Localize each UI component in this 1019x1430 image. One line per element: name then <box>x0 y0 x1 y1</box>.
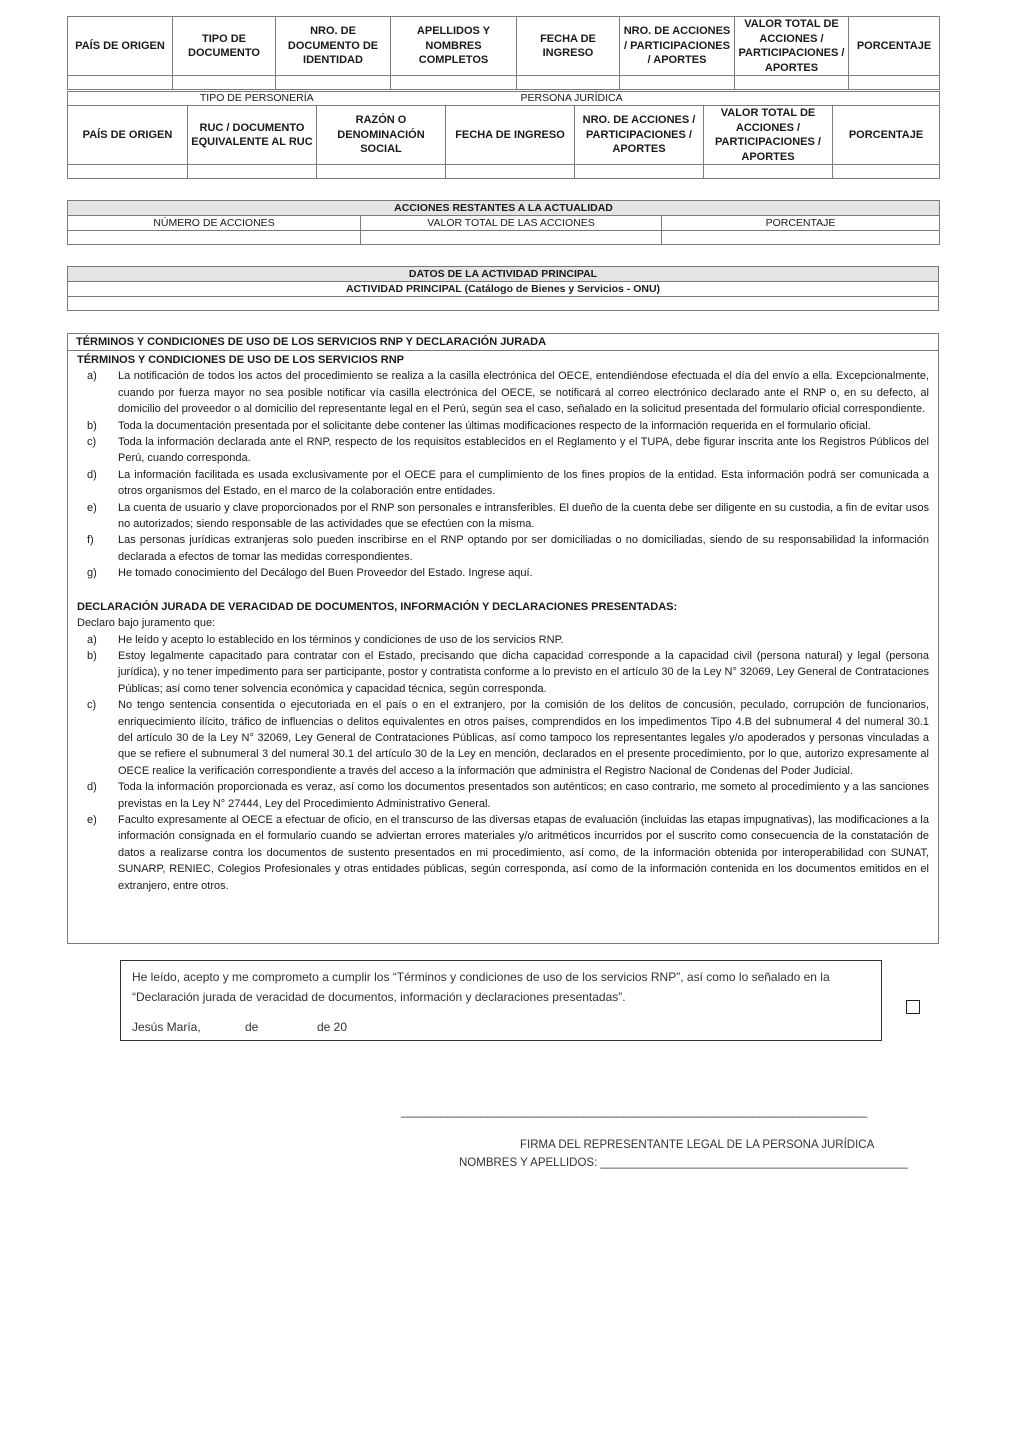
header-cell: TIPO DE DOCUMENTO <box>173 17 276 76</box>
list-item <box>77 779 929 812</box>
input-cell[interactable] <box>68 76 173 90</box>
actividad-principal-table <box>67 266 939 311</box>
input-cell[interactable] <box>704 165 833 179</box>
acknowledgement-text: He leído, acepto y me comprometo a cumplir los “Términos y condiciones de uso de los servicios RNP”, así como lo señalado en la “Declaración jurada de veracidad de documentos, información y declaraciones presentadas”. <box>132 970 830 1004</box>
header-cell: PORCENTAJE <box>849 17 940 76</box>
tipo-personeria-label: TIPO DE PERSONERÍA <box>68 92 446 106</box>
item-text: Estoy legalmente capacitado para contratar con el Estado, precisando que dicha capacidad corresponde a la capacidad civil (persona natural) y legal (persona jurídica), y no tener impedimento para ser participante, postor y contratista conforme a lo previsto en el artículo 30 de la Ley N° 32069, Ley General de Contrataciones Públicas; así como tener solvencia económica y capacidad técnica, según corresponda. <box>118 649 929 695</box>
actividad-title: DATOS DE LA ACTIVIDAD PRINCIPAL <box>68 267 939 282</box>
list-item <box>77 632 929 648</box>
declaracion-list <box>77 632 929 895</box>
input-cell[interactable] <box>662 231 940 245</box>
table-header-row <box>68 17 940 76</box>
header-cell: VALOR TOTAL DE ACCIONES / PARTICIPACIONES / APORTES <box>704 106 833 165</box>
list-item <box>77 467 929 500</box>
input-cell[interactable] <box>68 165 188 179</box>
item-label: g) <box>87 567 97 580</box>
item-text: La notificación de todos los actos del procedimiento se realiza a la casilla electrónica del OECE, entendiéndose efectuada el día del envío a ella. Excepcionalmente, cuando por fuerza mayor no sea posible notificar vía casilla electrónica del OECE, se notificará al correo electrónico declarado ante el RNP o, en su defecto, al domicilio del proveedor o al domicilio del representante legal en el Perú, según sea el caso, señalado en la solicitud presentada del formulario oficial correspondiente. <box>118 370 929 416</box>
input-cell[interactable] <box>735 76 849 90</box>
date-place: Jesús María, <box>132 1020 201 1034</box>
input-cell[interactable] <box>833 165 940 179</box>
item-label: c) <box>87 699 97 712</box>
input-cell[interactable] <box>575 165 704 179</box>
input-cell[interactable] <box>446 165 575 179</box>
table-header-row <box>68 106 940 165</box>
section-subtitle-row <box>68 282 939 297</box>
signature-line[interactable]: __________________________________________________________________________________ <box>401 1104 867 1118</box>
list-item <box>77 565 929 581</box>
actividad-subtitle: ACTIVIDAD PRINCIPAL (Catálogo de Bienes y Servicios - ONU) <box>68 282 939 297</box>
list-item <box>77 648 929 697</box>
list-item <box>77 368 929 417</box>
acciones-restantes-table <box>67 200 940 245</box>
input-cell[interactable] <box>317 165 446 179</box>
header-cell: VALOR TOTAL DE LAS ACCIONES <box>361 216 662 231</box>
terms-subheading: TÉRMINOS Y CONDICIONES DE USO DE LOS SERVICIOS RNP <box>77 354 405 366</box>
declaracion-intro: Declaro bajo juramento que: <box>77 617 216 630</box>
item-text: He leído y acepto lo establecido en los términos y condiciones de uso de los servicios RNP. <box>118 633 564 646</box>
table-row <box>68 297 939 311</box>
item-label: a) <box>87 370 97 383</box>
tipo-personeria-value: PERSONA JURÍDICA <box>446 92 940 106</box>
terms-section <box>67 333 939 944</box>
list-item <box>77 418 929 434</box>
input-cell[interactable] <box>276 76 391 90</box>
item-label: e) <box>87 813 97 826</box>
list-item <box>77 697 929 779</box>
date-line <box>132 1017 870 1037</box>
item-label: b) <box>87 649 97 662</box>
tipo-personeria-row <box>68 92 940 106</box>
list-item <box>77 434 929 467</box>
list-item <box>77 532 929 565</box>
list-item <box>77 812 929 894</box>
input-cell[interactable] <box>517 76 620 90</box>
item-text: Toda la información proporcionada es veraz, así como los documentos presentados son auténticos; en caso contrario, me someto al procedimiento y a las sanciones previstas en la Ley N° 27444, Ley del Procedimiento Administrativo General. <box>118 781 929 810</box>
table-row <box>68 76 940 90</box>
terms-title: TÉRMINOS Y CONDICIONES DE USO DE LOS SERVICIOS RNP Y DECLARACIÓN JURADA <box>68 334 938 351</box>
signature-title: FIRMA DEL REPRESENTANTE LEGAL DE LA PERSONA JURÍDICA <box>520 1139 875 1151</box>
header-cell: NÚMERO DE ACCIONES <box>68 216 361 231</box>
item-label: f) <box>87 534 94 547</box>
item-text: Toda la documentación presentada por el solicitante debe contener las últimas modificaciones respecto de la información requerida en el formulario oficial. <box>118 419 871 432</box>
table-header-row <box>68 216 940 231</box>
accept-checkbox[interactable] <box>906 1000 920 1014</box>
date-de-1: de <box>245 1020 259 1034</box>
input-cell[interactable] <box>620 76 735 90</box>
persona-juridica-table <box>67 91 940 179</box>
header-cell: PORCENTAJE <box>662 216 940 231</box>
input-cell[interactable] <box>173 76 276 90</box>
declaracion-subheading: DECLARACIÓN JURADA DE VERACIDAD DE DOCUMENTOS, INFORMACIÓN Y DECLARACIONES PRESENTADAS: <box>77 600 678 613</box>
item-label: b) <box>87 419 97 432</box>
item-label: a) <box>87 633 97 646</box>
section-title-row <box>68 201 940 216</box>
header-cell: RAZÓN O DENOMINACIÓN SOCIAL <box>317 106 446 165</box>
header-cell: VALOR TOTAL DE ACCIONES / PARTICIPACIONES / APORTES <box>735 17 849 76</box>
section-title-row <box>68 267 939 282</box>
item-label: e) <box>87 501 97 514</box>
header-cell: PAÍS DE ORIGEN <box>68 17 173 76</box>
input-cell[interactable] <box>391 76 517 90</box>
input-cell[interactable] <box>188 165 317 179</box>
input-cell[interactable] <box>68 231 361 245</box>
acknowledgement-box <box>120 960 882 1041</box>
header-cell: NRO. DE DOCUMENTO DE IDENTIDAD <box>276 17 391 76</box>
header-cell: APELLIDOS Y NOMBRES COMPLETOS <box>391 17 517 76</box>
input-cell[interactable] <box>68 297 939 311</box>
header-cell: NRO. DE ACCIONES / PARTICIPACIONES / APORTES <box>620 17 735 76</box>
header-cell: FECHA DE INGRESO <box>517 17 620 76</box>
list-item <box>77 500 929 533</box>
date-de-2: de 20 <box>317 1020 348 1034</box>
item-label: c) <box>87 436 97 449</box>
accionistas-naturales-table <box>67 16 940 90</box>
item-text: No tengo sentencia consentida o ejecutoriada en el país o en el extranjero, por la comisión de los delitos de concusión, peculado, corrupción de funcionarios, enriquecimiento ilícito, tráfico de influencias o delitos equivalentes en otros países, comprendidos en los impedimentos Tipo 4.B del subnumeral 4 del numeral 30.1 del artículo 30 de la Ley N° 32069, Ley General de Contrataciones Públicas, así como tampoco los representantes legales y/o apoderados y personas vinculadas a que se refiere el subnumeral 3 del numeral 30.1 del artículo 30 de la Ley en mención, declarados en el presente procedimiento, por lo que, autorizo expresamente al OECE realice la verificación correspondiente a través del acceso a la información que administra el Registro Nacional de Condenas del Poder Judicial. <box>118 699 929 777</box>
table-row <box>68 165 940 179</box>
input-cell[interactable] <box>361 231 662 245</box>
input-cell[interactable] <box>849 76 940 90</box>
terms-list <box>77 368 929 581</box>
item-label: d) <box>87 468 97 481</box>
header-cell: FECHA DE INGRESO <box>446 106 575 165</box>
header-cell: PORCENTAJE <box>833 106 940 165</box>
item-text: Las personas jurídicas extranjeras solo pueden inscribirse en el RNP optando por ser domiciliadas o no domiciliadas, siendo de su responsabilidad la información declarada a efectos de tomar las medidas correspondientes. <box>118 534 929 563</box>
item-label: d) <box>87 781 97 794</box>
header-cell: RUC / DOCUMENTO EQUIVALENTE AL RUC <box>188 106 317 165</box>
item-text: La información facilitada es usada exclusivamente por el OECE para el cumplimiento de los fines propios de la entidad. Esta información podrá ser comunicada a otros organismos del Estado, en el marco de la colaboración entre entidades. <box>118 468 929 498</box>
header-cell: PAÍS DE ORIGEN <box>68 106 188 165</box>
decalogo-link[interactable]: He tomado conocimiento del Decálogo del Buen Proveedor del Estado. Ingrese aquí. <box>118 567 533 580</box>
header-cell: NRO. DE ACCIONES / PARTICIPACIONES / APORTES <box>575 106 704 165</box>
names-field[interactable]: NOMBRES Y APELLIDOS: ________________________________________________ <box>459 1157 908 1169</box>
item-text: Toda la información declarada ante el RNP, respecto de los requisitos establecidos en el Reglamento y el TUPA, debe figurar inscrita ante los Registros Públicos del Perú, cuando corresponda. <box>118 436 929 465</box>
acciones-title: ACCIONES RESTANTES A LA ACTUALIDAD <box>68 201 940 216</box>
table-row <box>68 231 940 245</box>
item-text: La cuenta de usuario y clave proporcionados por el RNP son personales e intransferibles. El dueño de la cuenta debe ser diligente en su custodia, a fin de evitar usos no autorizados; siendo responsable de las actividades que se efectúen con la misma. <box>118 501 929 531</box>
item-text: Faculto expresamente al OECE a efectuar de oficio, en el transcurso de las diversas etapas de evaluación (incluidas las etapas impugnativas), las modificaciones a la información consignada en el formulario cuando se adviertan errores materiales y/o aritméticos incurridos por el suscrito como consecuencia de la constatación de datos a realizarse contra los documentos de sustento presentados en mi procedimiento, así como, de la información obtenida por interoperabilidad con SUNAT, SUNARP, RENIEC, Colegios Profesionales y otras entidades públicas, según corresponda, así como de la información contenida en los documentos emitidos en el extranjero, entre otros. <box>118 813 929 892</box>
